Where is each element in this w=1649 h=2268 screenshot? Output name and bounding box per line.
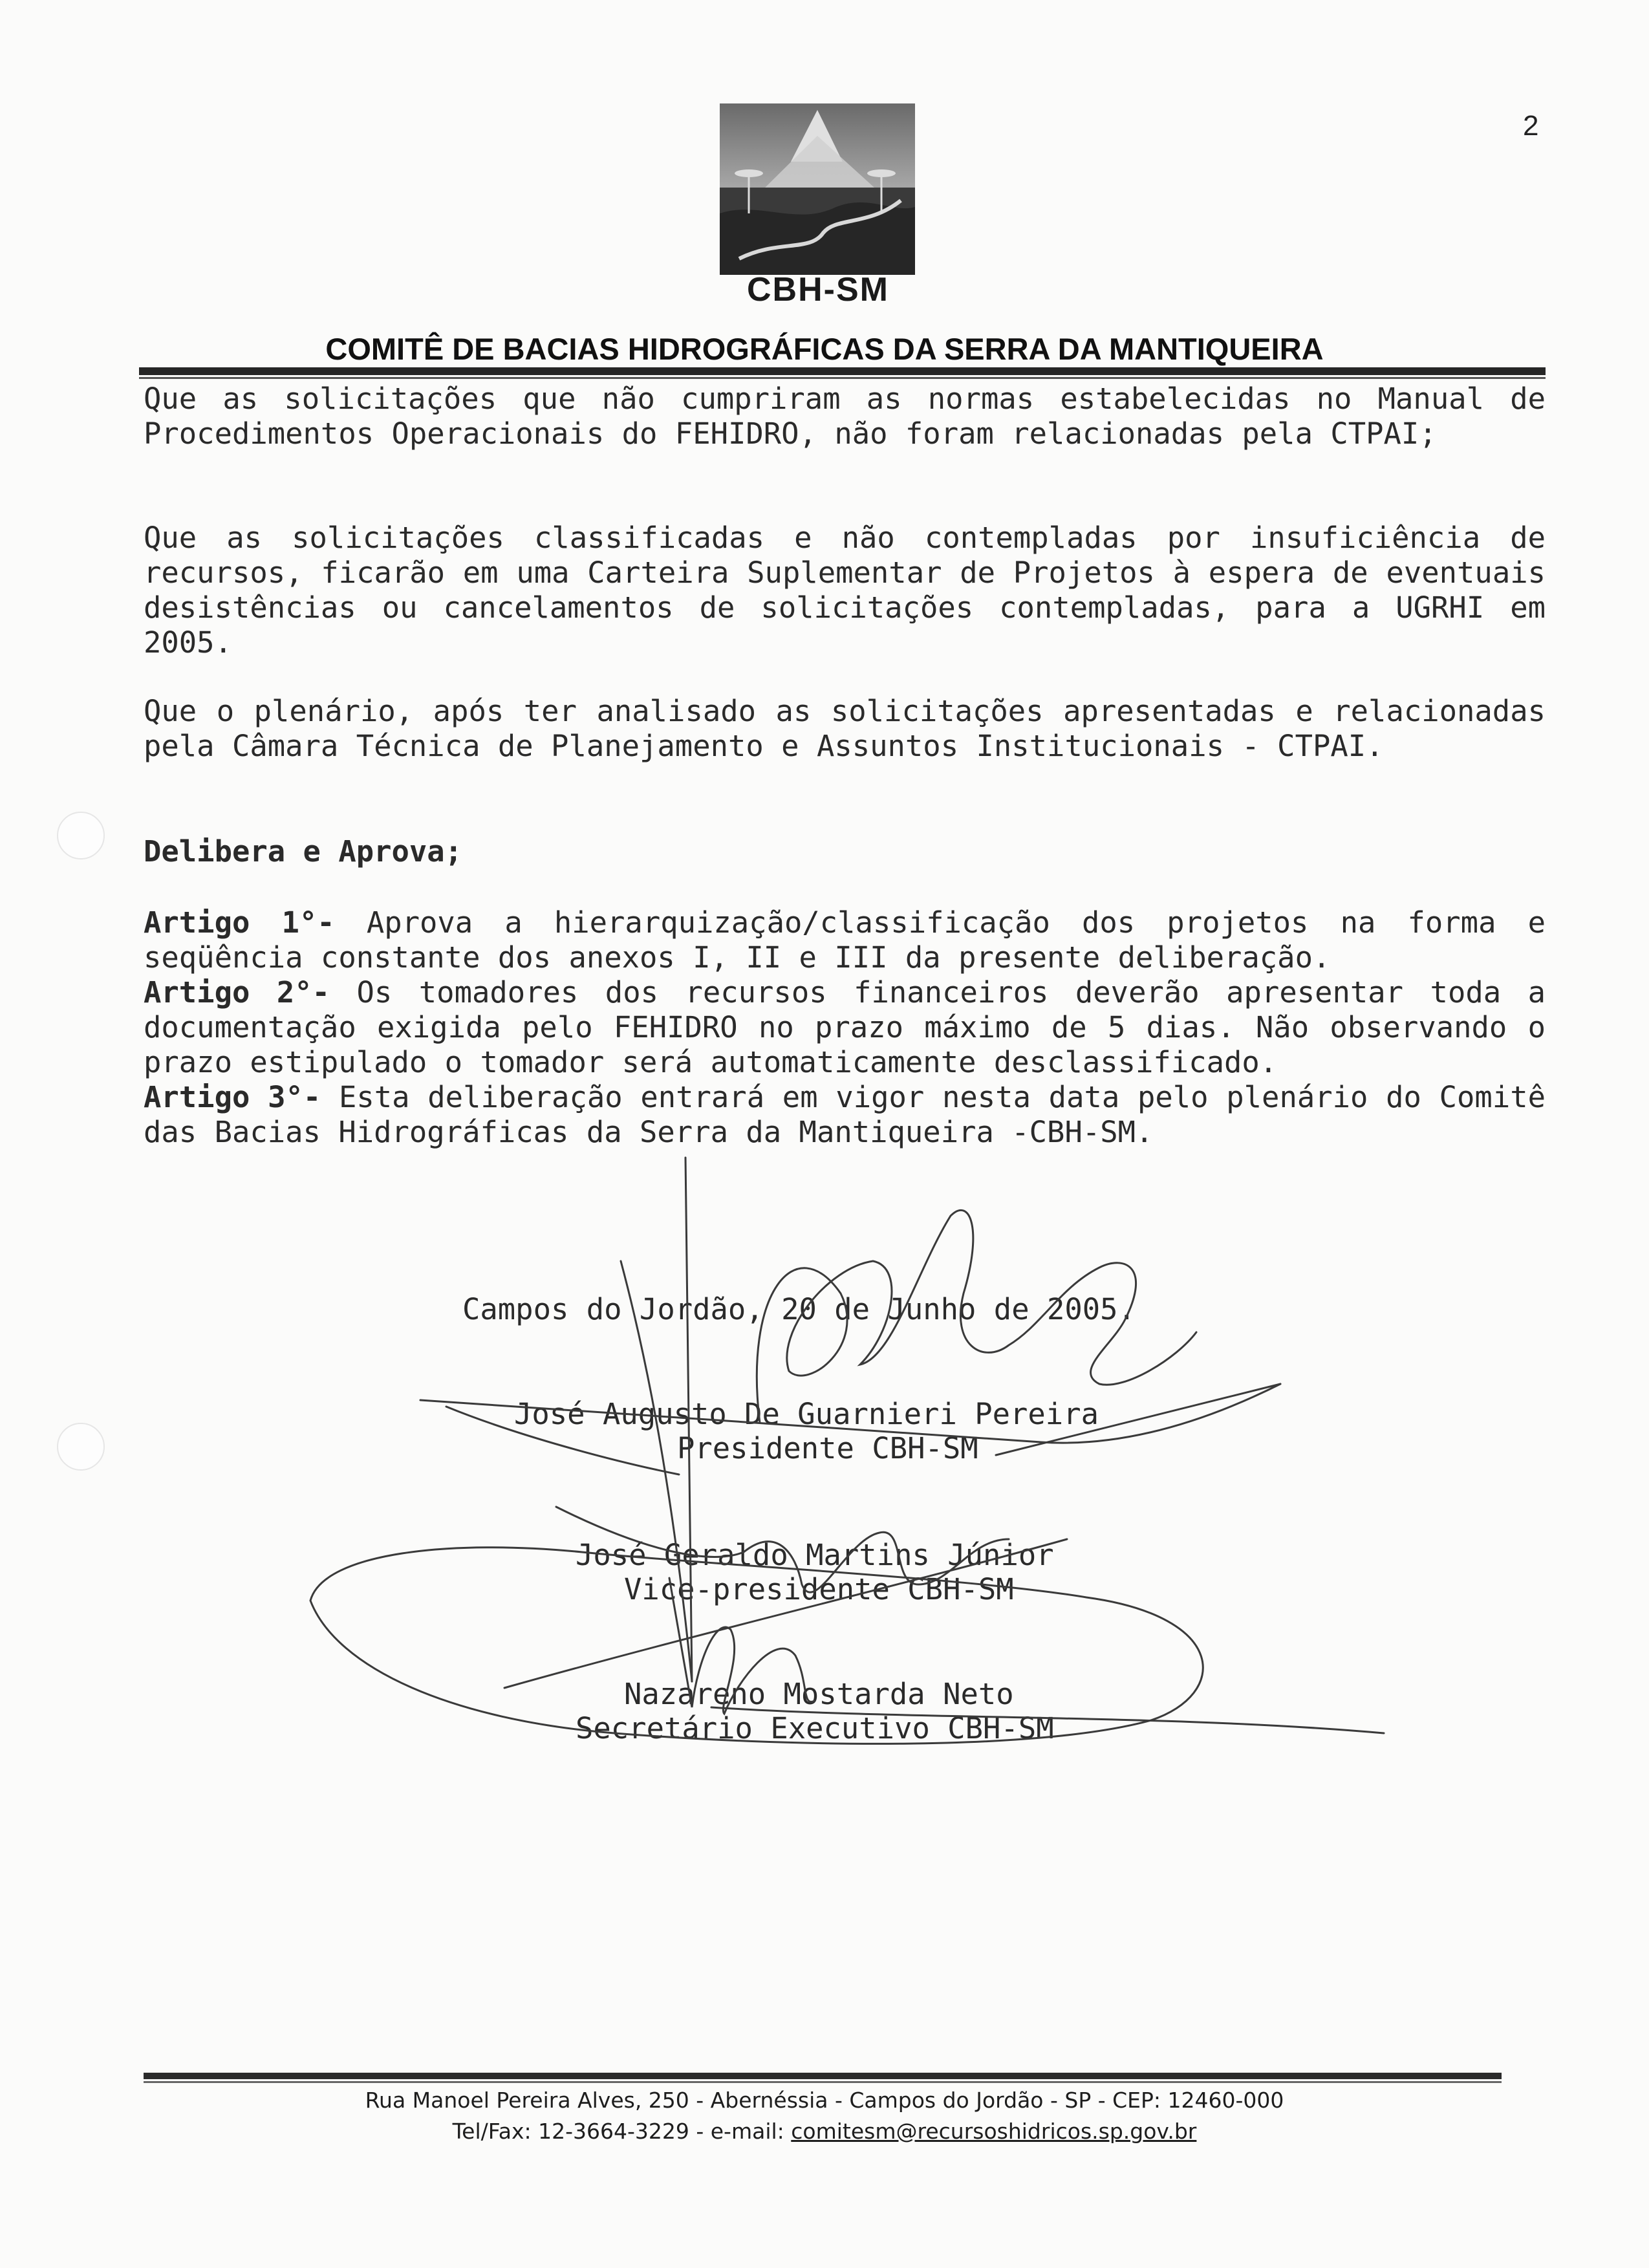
logo-wordmark: CBH-SM [747, 271, 889, 308]
article-text: Esta deliberação entrará em vigor nesta data pelo plenário do Comitê das Bacias Hidrográficas da Serra da Mantiqueira -CBH-SM. [144, 1080, 1546, 1149]
footer-contact [0, 2119, 1649, 2144]
article-text: Os tomadores dos recursos financeiros deverão apresentar toda a documentação exigida pelo FEHIDRO no prazo máximo de 5 dias. Não observando o prazo estipulado o tomador será automaticamente desclassificado. [144, 975, 1546, 1079]
article-text: Aprova a hierarquização/classificação dos projetos na forma e seqüência constante dos anexos I, II e III da presente deliberação. [144, 905, 1546, 975]
footer-rule [144, 2073, 1502, 2079]
resolution-heading: Delibera e Aprova; [144, 834, 463, 869]
paragraph: Que as solicitações que não cumpriram as normas estabelecidas no Manual de Procedimentos Operacionais do FEHIDRO, não foram relacionadas pela CTPAI; [144, 382, 1546, 451]
signatory-name: Nazareno Mostarda Neto [624, 1677, 1014, 1711]
punch-hole [57, 1423, 105, 1471]
article-label: Artigo 2°- [144, 975, 330, 1010]
committee-logo-image [720, 103, 915, 275]
header-rule-thin [139, 377, 1546, 379]
article-label: Artigo 3°- [144, 1080, 321, 1114]
place-date: Campos do Jordão, 20 de Junho de 2005. [462, 1292, 1136, 1326]
signatory-name: José Augusto De Guarnieri Pereira [514, 1397, 1099, 1431]
articles [144, 905, 1546, 1150]
footer-rule-thin [144, 2081, 1502, 2083]
footer-address: Rua Manoel Pereira Alves, 250 - Abernéssia - Campos do Jordão - SP - CEP: 12460-000 [365, 2088, 1284, 2113]
footer-email-link[interactable]: comitesm@recursoshidricos.sp.gov.br [791, 2119, 1197, 2144]
signatory-role: Vice-presidente CBH-SM [624, 1572, 1014, 1606]
paragraph: Que o plenário, após ter analisado as solicitações apresentadas e relacionadas pela Câmara Técnica de Planejamento e Assuntos Institucionais - CTPAI. [144, 694, 1546, 763]
article-3 [144, 1080, 1546, 1150]
footer-phone: Tel/Fax: 12-3664-3229 - e-mail: [452, 2119, 792, 2144]
header-rule [139, 367, 1546, 375]
page-number: 2 [1523, 110, 1539, 142]
article-2 [144, 975, 1546, 1080]
punch-hole [57, 812, 105, 859]
organization-title: COMITÊ DE BACIAS HIDROGRÁFICAS DA SERRA DA MANTIQUEIRA [325, 332, 1324, 366]
paragraph: Que as solicitações classificadas e não contempladas por insuficiência de recursos, ficarão em uma Carteira Suplementar de Projetos à espera de eventuais desistências ou cancelamentos de solicitações contempladas, para a UGRHI em 2005. [144, 521, 1546, 660]
signatory-role: Presidente CBH-SM [677, 1431, 978, 1465]
article-label: Artigo 1°- [144, 905, 335, 940]
article-1 [144, 905, 1546, 975]
signatory-name: José Geraldo Martins Júnior [576, 1538, 1054, 1572]
signatory-role: Secretário Executivo CBH-SM [576, 1711, 1054, 1745]
